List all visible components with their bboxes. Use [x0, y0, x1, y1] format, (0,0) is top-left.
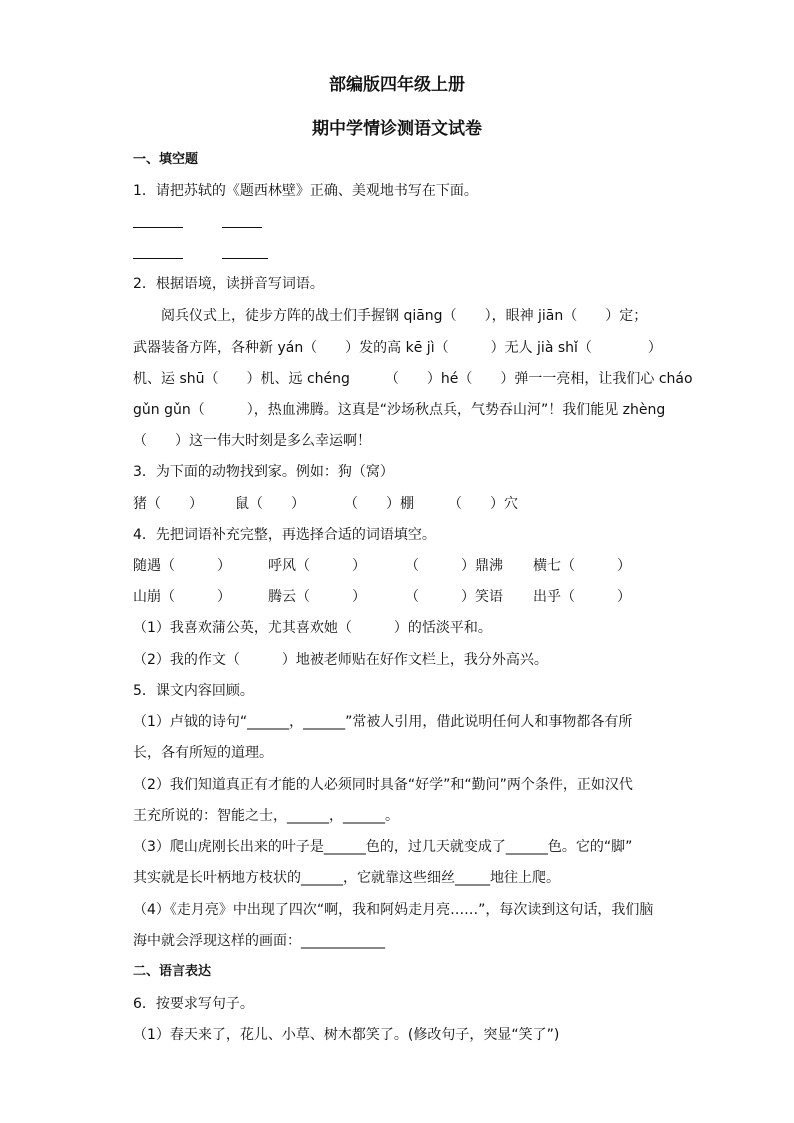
- question-2: 2．根据语境，读拼音写词语。: [133, 276, 324, 292]
- answer-line[interactable]: [133, 258, 183, 259]
- q2-text-line: gǔn gǔn（ ），热血沸腾。这真是“沙场秋点兵，气势吞山河”！我们能见 zhèng: [133, 402, 666, 418]
- section-heading-fill-blanks: 一、填空题: [133, 152, 199, 167]
- q5-text-line: 长，各有所短的道理。: [133, 745, 273, 761]
- q2-text-line: （ ）这一伟大时刻是多么幸运啊！: [133, 433, 371, 449]
- q4-sentence: （2）我的作文（ ）地被老师贴在好作文栏上，我分外高兴。: [133, 652, 548, 668]
- answer-line[interactable]: [222, 227, 262, 228]
- page-subtitle: 期中学情诊测语文试卷: [312, 119, 482, 139]
- q4-idiom: 出乎（ ）: [533, 589, 631, 605]
- question-4: 4．先把词语补充完整，再选择合适的词语填空。: [133, 527, 436, 543]
- q4-idiom: 山崩（ ）: [133, 589, 231, 605]
- question-5: 5．课文内容回顾。: [133, 683, 254, 699]
- q4-idiom: 随遇（ ）: [133, 558, 231, 574]
- answer-line[interactable]: [222, 258, 268, 259]
- q4-idiom: 横七（ ）: [533, 558, 631, 574]
- q5-text-line: 其实就是长叶柄地方枝状的______，它就靠这些细丝_____地往上爬。: [133, 870, 560, 886]
- q6-item: （1）春天来了，花儿、小草、树木都笑了。(修改句子，突显“笑了”): [133, 1027, 560, 1043]
- q2-text-line: 武器装备方阵，各种新 yán（ ）发的高 kē jì（ ）无人 jià shǐ（ ）: [133, 340, 662, 356]
- q5-text-line: （2）我们知道真正有才能的人必须同时具备“好学”和“勤问”两个条件，正如汉代: [133, 777, 633, 793]
- q5-text-line: （4）《走月亮》中出现了四次“啊，我和阿妈走月亮……”，每次读到这句话，我们脑: [133, 902, 654, 918]
- q3-item: （ ）棚: [344, 496, 414, 512]
- answer-line[interactable]: [133, 227, 183, 228]
- page-title: 部编版四年级上册: [329, 75, 465, 95]
- section-heading-language-expression: 二、语言表达: [133, 964, 212, 979]
- q4-idiom: （ ）鼎沸: [405, 558, 503, 574]
- q3-item: （ ）穴: [448, 496, 518, 512]
- q3-item: 鼠（ ）: [235, 496, 305, 512]
- q4-idiom: （ ）笑语: [405, 589, 503, 605]
- question-1: 1．请把苏轼的《题西林壁》正确、美观地书写在下面。: [133, 183, 478, 199]
- q5-text-line: 海中就会浮现这样的画面：____________: [133, 933, 385, 949]
- question-3: 3．为下面的动物找到家。例如：狗（窝）: [133, 464, 394, 480]
- q5-text-line: 王充所说的：智能之士，______，______。: [133, 808, 399, 824]
- question-6: 6．按要求写句子。: [133, 996, 254, 1012]
- q4-idiom: 呼风（ ）: [268, 558, 366, 574]
- q5-text-line: （1）卢钺的诗句“______，______”常被人引用，借此说明任何人和事物都各有所: [133, 714, 633, 730]
- q2-text-line: 阅兵仪式上，徒步方阵的战士们手握钢 qiāng（ ），眼神 jiān（ ）定；: [161, 308, 648, 324]
- q3-item: 猪（ ）: [133, 496, 203, 512]
- q4-sentence: （1）我喜欢蒲公英，尤其喜欢她（ ）的恬淡平和。: [133, 620, 492, 636]
- q4-idiom: 腾云（ ）: [268, 589, 366, 605]
- q2-text-line: 机、运 shū（ ）机、远 chéng （ ）hé（ ）弹一一亮相，让我们心 cháo: [133, 371, 693, 387]
- q5-text-line: （3）爬山虎刚长出来的叶子是______色的，过几天就变成了______色。它的“脚”: [133, 839, 633, 855]
